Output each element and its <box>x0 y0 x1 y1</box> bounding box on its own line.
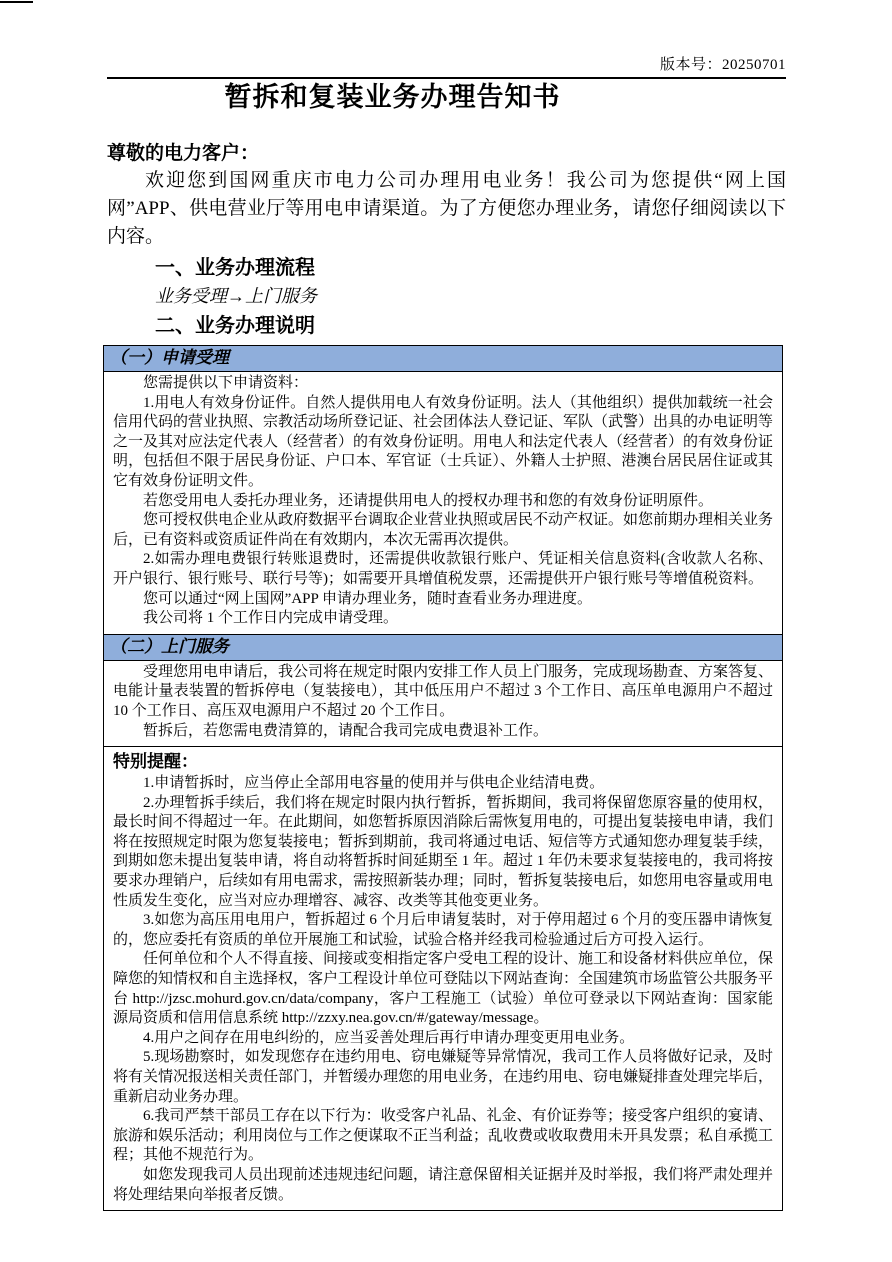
paragraph: 您需提供以下申请资料： <box>143 375 309 391</box>
paragraph: 6.我司严禁干部员工存在以下行为：收受客户礼品、礼金、有价证券等；接受客户组织的宴请、旅游和娱乐活动；利用岗位与工作之便谋取不正当利益；乱收费或收取费用未开具发票；私自承揽工程；其他不规范行为。 <box>113 1108 774 1164</box>
table-body-special <box>104 747 783 1211</box>
version-number: 版本号：20250701 <box>659 57 786 73</box>
table-header-apply: （一）申请受理 <box>104 346 783 372</box>
table-body-visit <box>104 660 783 746</box>
apply-paragraphs <box>113 374 773 629</box>
notice-table <box>103 345 783 1211</box>
paragraph: 您可以通过“网上国网”APP 申请办理业务，随时查看业务办理进度。 <box>143 590 593 607</box>
scan-artifact-line <box>0 1 33 3</box>
special-reminder-heading: 特别提醒： <box>113 752 198 772</box>
paragraph: 受理您用电申请后，我公司将在规定时限内安排工作人员上门服务，完成现场勘查、方案答复、电能计量表装置的暂拆停电（复装接电），其中低压用户不超过 3 个工作日、高压单电源用户不超过 10 个工作日、高压双电源用户不超过 20 个工作日。 <box>113 663 774 719</box>
paragraph: 我公司将 1 个工作日内完成申请受理。 <box>143 610 399 627</box>
paragraph: 1.申请暂拆时，应当停止全部用电容量的使用并与供电企业结清电费。 <box>143 775 605 792</box>
visit-paragraphs <box>113 663 773 741</box>
process-flow-text: 业务受理→上门服务 <box>155 286 317 306</box>
salutation: 尊敬的电力客户： <box>107 143 260 164</box>
paragraph: 任何单位和个人不得直接、间接或变相指定客户受电工程的设计、施工和设备材料供应单位，保障您的知情权和自主选择权，客户工程设计单位可登陆以下网站查询：全国建筑市场监管公共服务平台 http://jzsc.mohurd.gov.cn/data/company，客户工程施工（试验）单位可登录以下网站查询：国家能源局资质和信用信息系统 http://zzxy.nea.gov.cn/#/gateway/message。 <box>113 951 774 1027</box>
paragraph: 3.如您为高压用电用户，暂拆超过 6 个月后申请复装时，对于停用超过 6 个月的变压器申请恢复的，您应委托有资质的单位开展施工和试验，试验合格并经我司检验通过后方可投入运行。 <box>113 912 773 948</box>
intro-paragraph: 欢迎您到国网重庆市电力公司办理用电业务！我公司为您提供“网上国网”APP、供电营业厅等用电申请渠道。为了方便您办理业务，请您仔细阅读以下内容。 <box>107 170 786 247</box>
table-header-visit: （二）上门服务 <box>104 634 783 660</box>
header-divider <box>107 77 786 79</box>
document-content <box>107 56 786 1211</box>
paragraph: 1.用电人有效身份证件。自然人提供用电人有效身份证明。法人（其他组织）提供加载统一社会信用代码的营业执照、宗教活动场所登记证、社会团体法人登记证、军队（武警）出具的办电证明等之一及其对应法定代表人（经营者）的有效身份证明。用电人和法定代表人（经营者）的有效身份证明，包括但不限于居民身份证、户口本、军官证（士兵证）、外籍人士护照、港澳台居民居住证或其它有效身份证明文件。 <box>113 394 774 489</box>
table-row <box>104 747 783 1211</box>
table-row <box>104 660 783 746</box>
paragraph: 2.如需办理电费银行转账退费时，还需提供收款银行账户、凭证相关信息资料(含收款人名称、开户银行、银行账号、联行号等)；如需要开具增值税发票，还需提供开户银行账号等增值税资料。 <box>113 551 773 587</box>
document-title: 暂拆和复装业务办理告知书 <box>224 82 561 112</box>
table-row <box>104 372 783 635</box>
paragraph: 4.用户之间存在用电纠纷的，应当妥善处理后再行申请办理变更用电业务。 <box>143 1029 635 1046</box>
table-body-apply <box>104 372 783 635</box>
paragraph: 您可授权供电企业从政府数据平台调取企业营业执照或居民不动产权证。如您前期办理相关业务后，已有资料或资质证件尚在有效期内，本次无需再次提供。 <box>113 512 774 548</box>
table-row <box>104 346 783 372</box>
paragraph: 若您受用电人委托办理业务，还请提供用电人的授权办理书和您的有效身份证明原件。 <box>143 492 714 509</box>
section-heading-instructions: 二、业务办理说明 <box>155 315 315 337</box>
paragraph: 5.现场勘察时，如发现您存在违约用电、窃电嫌疑等异常情况，我司工作人员将做好记录，及时将有关情况报送相关责任部门，并暂缓办理您的用电业务，在违约用电、窃电嫌疑排查处理完毕后，重新启动业务办理。 <box>113 1049 774 1105</box>
paragraph: 2.办理暂拆手续后，我们将在规定时限内执行暂拆，暂拆期间，我司将保留您原容量的使用权，最长时间不得超过一年。在此期间，如您暂拆原因消除后需恢复用电的，可提出复装接电申请，我们将在按照规定时限为您复装接电；暂拆到期前，我司将通过电话、短信等方式通知您办理复装手续，到期如您未提出复装申请，将自动将暂拆时间延期至 1 年。超过 1 年仍未要求复装接电的，我司将按要求办理销户，后续如有用电需求，需按照新装办理；同时，暂拆复装接电后，如您用电容量或用电性质发生变化，应当对应办理增容、减容、改类等其他变更业务。 <box>113 794 774 909</box>
special-reminder-paragraphs <box>113 774 773 1205</box>
paragraph: 如您发现我司人员出现前述违规违纪问题，请注意保留相关证据并及时举报，我们将严肃处理并将处理结果向举报者反馈。 <box>113 1166 774 1203</box>
paragraph: 暂拆后，若您需电费清算的，请配合我司完成电费退补工作。 <box>143 722 549 739</box>
table-row <box>104 634 783 660</box>
section-heading-process: 一、业务办理流程 <box>155 257 315 279</box>
